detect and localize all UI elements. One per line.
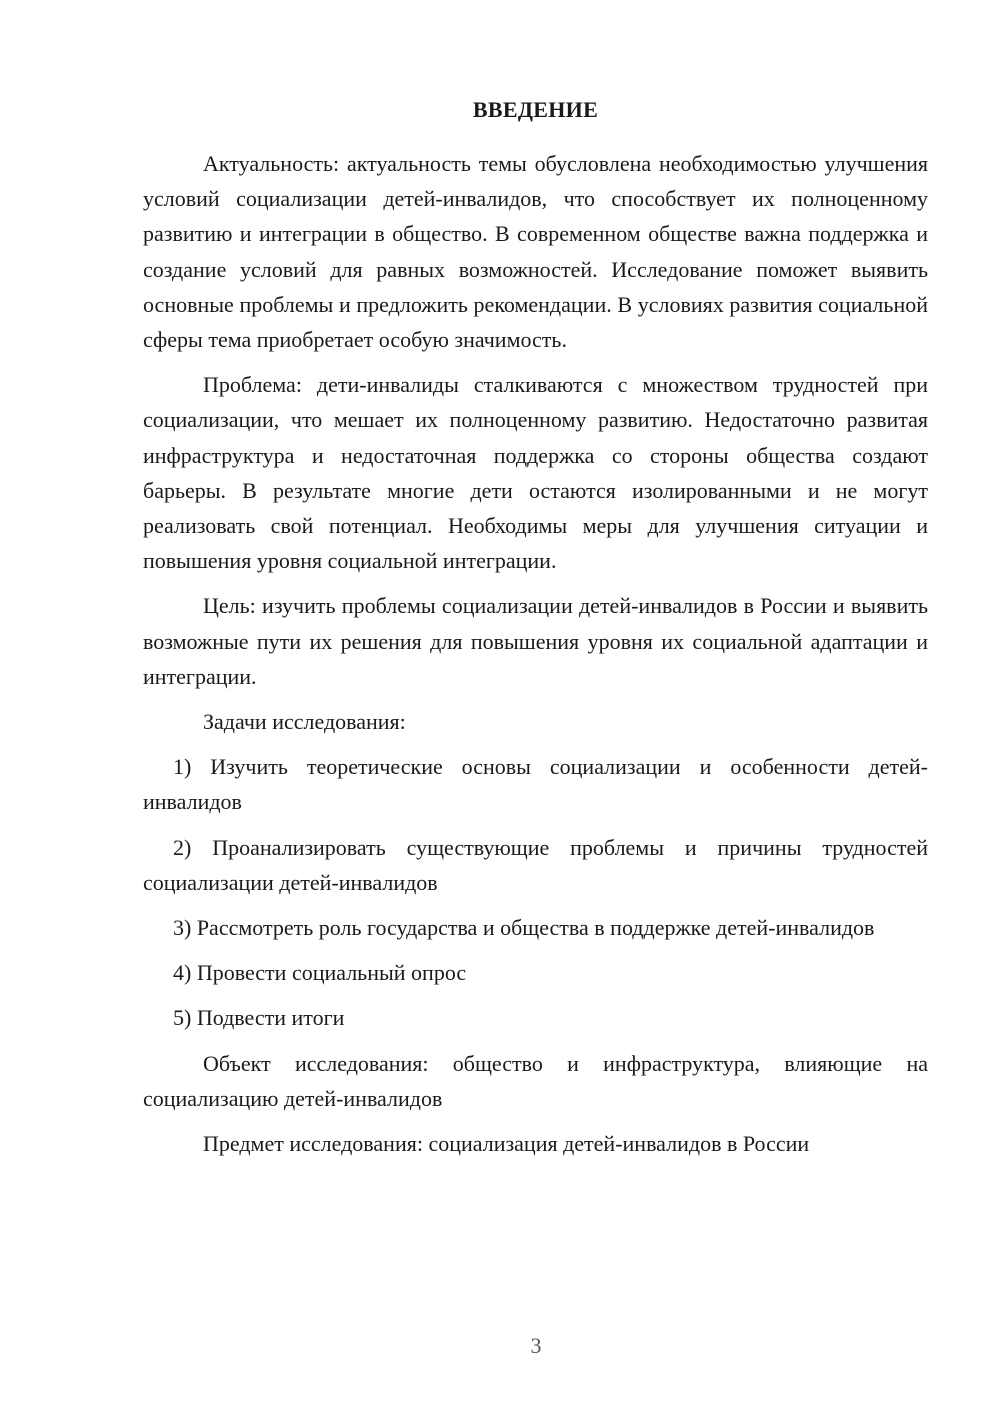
task-item-5: 5) Подвести итоги <box>173 1005 345 1031</box>
paragraph-problem: Проблема: дети-инвалиды сталкиваются с множеством трудностей при социализации, что мешает их полноценному развитию. Недостаточно развитая инфраструктура и недостаточная поддержка со стороны общества создают барьеры. В результате многие дети остаются изолированными и не могут реализовать свой потенциал. Необходимы меры для улучшения ситуации и повышения уровня социальной интеграции. <box>143 372 928 574</box>
paragraph-goal: Цель: изучить проблемы социализации детей-инвалидов в России и выявить возможные пути их решения для повышения уровня их социальной адаптации и интеграции. <box>143 593 928 689</box>
paragraph-relevance: Актуальность: актуальность темы обусловлена необходимостью улучшения условий социализации детей-инвалидов, что способствует их полноценному развитию и интеграции в общество. В современном обществе важна поддержка и создание условий для равных возможностей. Исследование поможет выявить основные проблемы и предложить рекомендации. В условиях развития социальной сферы тема приобретает особую значимость. <box>143 151 928 353</box>
paragraph-subject: Предмет исследования: социализация детей-инвалидов в России <box>203 1131 810 1157</box>
page-number: 3 <box>530 1333 542 1358</box>
task-item-3: 3) Рассмотреть роль государства и общества в поддержке детей-инвалидов <box>173 915 875 941</box>
paragraph-object: Объект исследования: общество и инфраструктура, влияющие на социализацию детей-инвалидов <box>143 1050 928 1111</box>
section-title: ВВЕДЕНИЕ <box>472 97 599 122</box>
task-item-4: 4) Провести социальный опрос <box>173 960 467 986</box>
task-item-2: 2) Проанализировать существующие проблемы и причины трудностей социализации детей-инвалидов <box>143 834 928 895</box>
document-page <box>143 96 928 1171</box>
tasks-heading: Задачи исследования: <box>203 709 406 735</box>
task-item-1: 1) Изучить теоретические основы социализации и особенности детей-инвалидов <box>143 754 928 815</box>
